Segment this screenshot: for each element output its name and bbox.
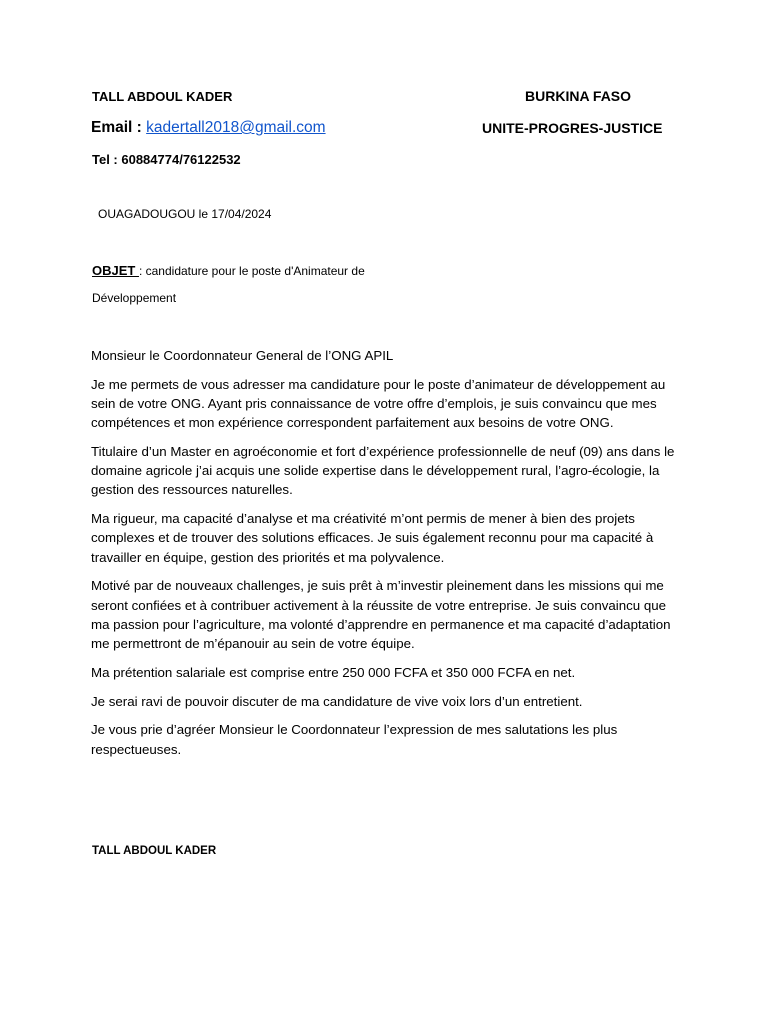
sender-name: TALL ABDOUL KADER bbox=[92, 89, 233, 104]
date-line: OUAGADOUGOU le 17/04/2024 bbox=[98, 207, 272, 221]
body-paragraph: Motivé par de nouveaux challenges, je suis prêt à m’investir pleinement dans les missions qui me seront confiées et à contribuer activement à la réussite de votre entreprise. Je suis convaincu que ma passion pour l’agriculture, ma volonté d’apprendre en permanence et ma capacité d’adaptation me permettront de m’épanouir au sein de votre équipe. bbox=[91, 578, 671, 652]
subject-line bbox=[92, 263, 365, 278]
body-paragraph: Titulaire d’un Master en agroéconomie et fort d’expérience professionnelle de neuf (09) ans dans le domaine agricole j’ai acquis une solide expertise dans le développement rural, l’agro-écologie, la gestion des ressources naturelles. bbox=[91, 444, 675, 498]
body-paragraph: Ma rigueur, ma capacité d’analyse et ma créativité m’ont permis de mener à bien des projets complexes et de trouver des solutions efficaces. Je suis également reconnu pour ma capacité à travailler en équipe, gestion des priorités et ma polyvalence. bbox=[91, 511, 654, 565]
national-motto: UNITE-PROGRES-JUSTICE bbox=[482, 120, 663, 136]
letter-body bbox=[91, 346, 681, 768]
subject-label: OBJET bbox=[92, 263, 139, 278]
body-paragraph: Je serai ravi de pouvoir discuter de ma candidature de vive voix lors d’un entretient. bbox=[91, 693, 583, 709]
email-label: Email : bbox=[91, 119, 147, 136]
subject-text-continued: Développement bbox=[92, 291, 177, 305]
body-paragraph: Je me permets de vous adresser ma candidature pour le poste d’animateur de développement au sein de votre ONG. Ayant pris connaissance de votre offre d’emplois, je suis convaincu que mes compétences et mon expérience correspondent parfaitement aux besoins de votre ONG. bbox=[91, 376, 666, 431]
body-paragraph: Ma prétention salariale est comprise entre 250 000 FCFA et 350 000 FCFA en net. bbox=[91, 664, 576, 680]
subject-text: : candidature pour le poste d'Animateur de bbox=[138, 264, 365, 278]
email-line bbox=[91, 119, 326, 137]
signature-name: TALL ABDOUL KADER bbox=[92, 845, 217, 857]
closing-paragraph: Je vous prie d’agréer Monsieur le Coordonnateur l’expression de mes salutations les plus respectueuses. bbox=[91, 722, 618, 757]
salutation: Monsieur le Coordonnateur General de l’ONG APIL bbox=[91, 348, 394, 363]
email-link[interactable]: kadertall2018@gmail.com bbox=[146, 119, 326, 136]
telephone-line: Tel : 60884774/76122532 bbox=[92, 152, 241, 167]
country-name: BURKINA FASO bbox=[525, 88, 632, 104]
